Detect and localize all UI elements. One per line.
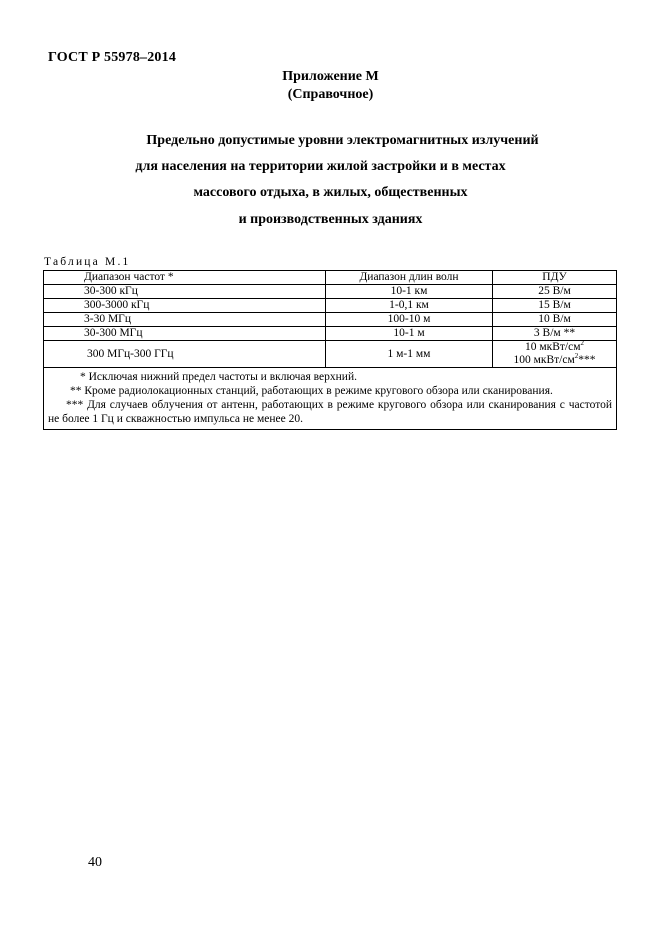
title-line-1: Предельно допустимые уровни электромагнитных излучений — [146, 133, 539, 148]
table-row — [44, 299, 617, 313]
cell-frequency: 30-300 МГц — [44, 327, 326, 341]
column-header-frequency: Диапазон частот * — [44, 271, 326, 285]
column-header-wavelength: Диапазон длин волн — [326, 271, 493, 285]
cell-frequency: 300-3000 кГц — [44, 299, 326, 313]
appendix-title: Приложение М — [282, 69, 379, 84]
pdu-line-1: 10 мкВт/$см^2$ — [524, 339, 584, 353]
cell-pdu: 3 В/м ** — [493, 327, 617, 341]
title-line-4: и производственных зданиях — [238, 212, 423, 227]
column-header-pdu: ПДУ — [493, 271, 617, 285]
table-row — [44, 341, 617, 368]
note-3: *** Для случаев облучения от антенн, работающих в режиме кругового обзора или сканирования с частотой не более 1 Гц и скважностью импульса не менее 20. — [48, 399, 612, 425]
limits-table — [43, 270, 617, 430]
cell-pdu — [493, 341, 617, 368]
cell-frequency: 30-300 кГц — [44, 285, 326, 299]
cell-wavelength: 10-1 км — [326, 285, 493, 299]
appendix-type: (Справочное) — [287, 87, 374, 102]
cell-frequency: 3-30 МГц — [44, 313, 326, 327]
note-1: * Исключая нижний предел частоты и включая верхний. — [80, 371, 357, 383]
table-row — [44, 327, 617, 341]
pdu-line-2: 100 мкВт/$см^2***$ — [513, 352, 596, 366]
cell-wavelength: 1-0,1 км — [326, 299, 493, 313]
note-2: ** Кроме радиолокационных станций, работающих в режиме кругового обзора или сканирования. — [70, 385, 553, 397]
table-notes — [44, 368, 617, 430]
table-notes-row — [44, 368, 617, 430]
title-line-3: массового отдыха, в жилых, общественных — [193, 185, 468, 200]
cell-frequency: 300 МГц-300 ГГц — [44, 341, 326, 368]
cell-wavelength: 1 м-1 мм — [326, 341, 493, 368]
cell-wavelength: 100-10 м — [326, 313, 493, 327]
table-row — [44, 313, 617, 327]
page-number: 40 — [88, 855, 102, 870]
cell-wavelength: 10-1 м — [326, 327, 493, 341]
standard-header: ГОСТ Р 55978–2014 — [48, 50, 177, 65]
table-row — [44, 285, 617, 299]
table-caption: Таблица М.1 — [44, 256, 131, 268]
cell-pdu: 15 В/м — [493, 299, 617, 313]
cell-pdu: 25 В/м — [493, 285, 617, 299]
table-header-row — [44, 271, 617, 285]
title-line-2: для населения на территории жилой застройки и в местах — [135, 159, 506, 174]
cell-pdu: 10 В/м — [493, 313, 617, 327]
